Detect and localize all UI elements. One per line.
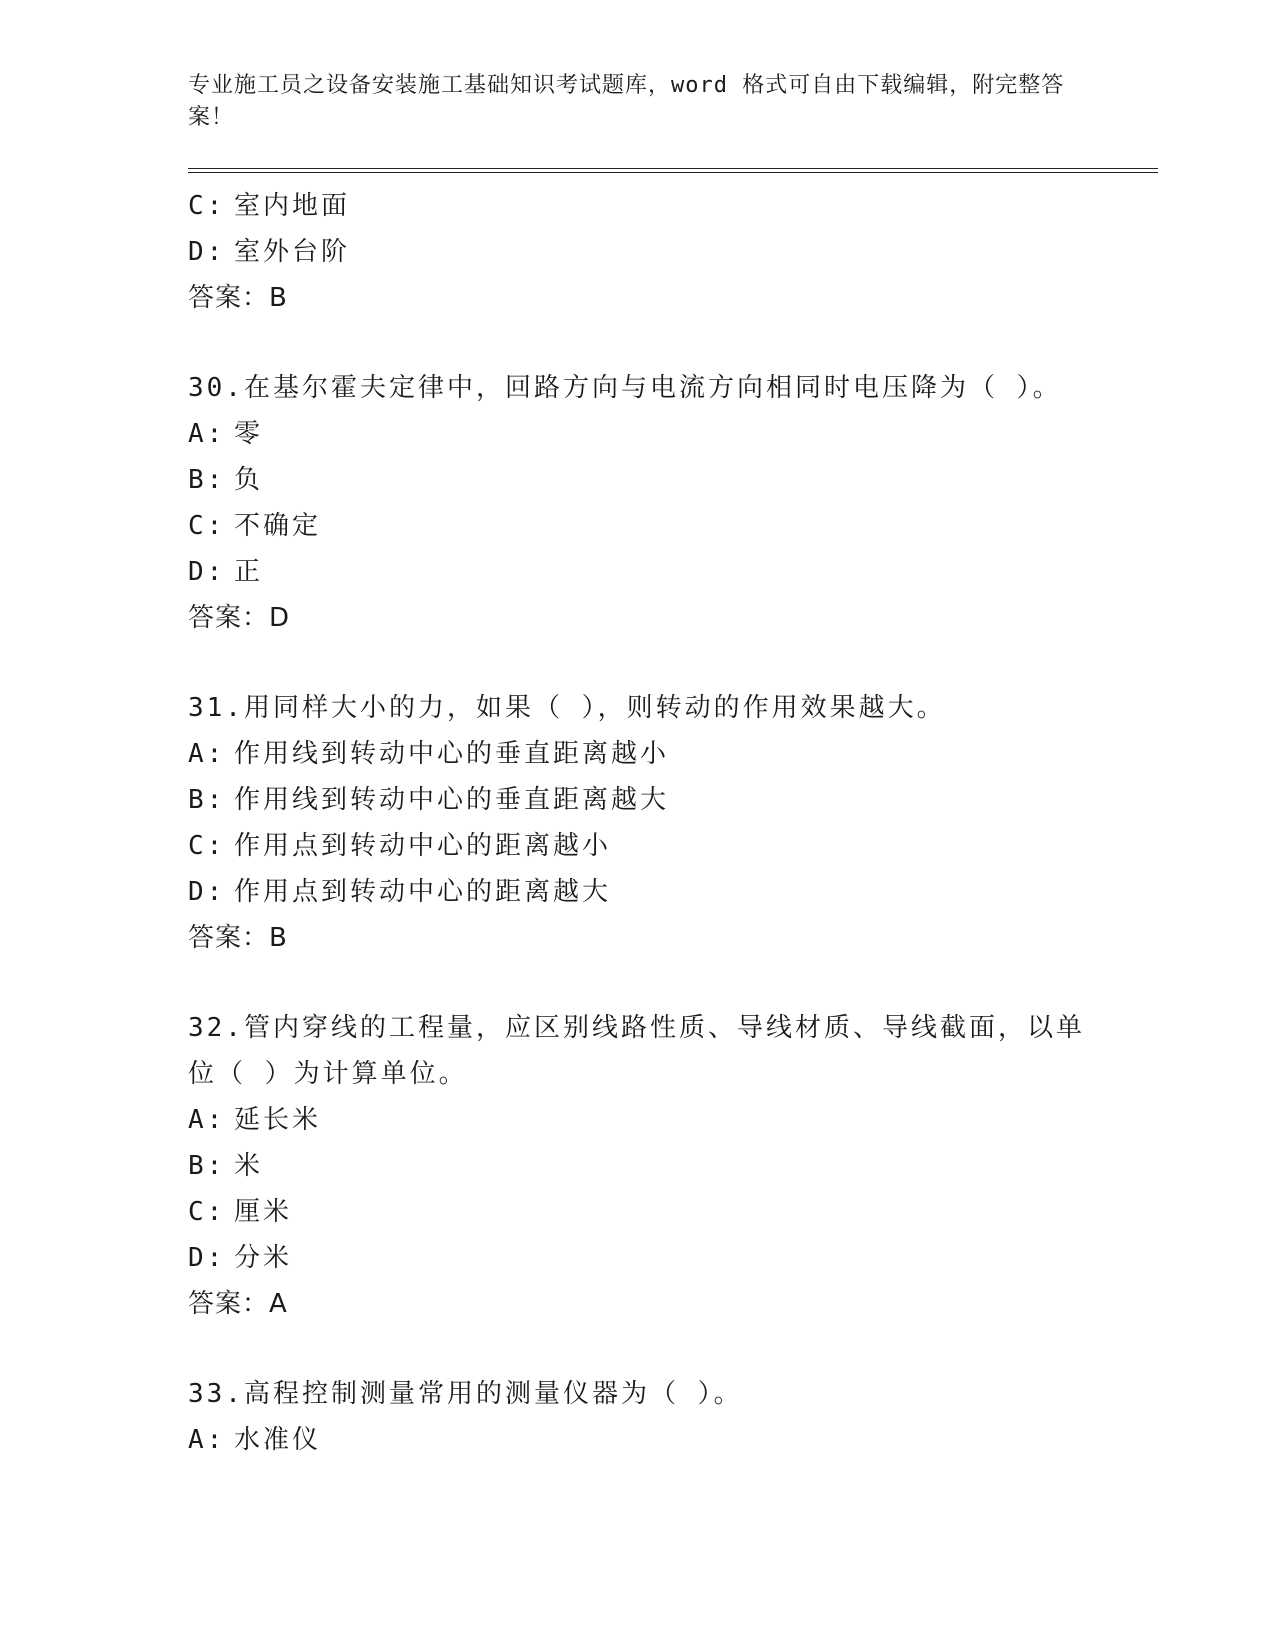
option-text: 水准仪 bbox=[234, 1425, 322, 1455]
option-row bbox=[188, 457, 1158, 503]
option-text: 不确定 bbox=[234, 511, 322, 541]
option-row bbox=[188, 229, 1158, 275]
option-text: 米 bbox=[234, 1151, 264, 1181]
question-stem: 33.高程控制测量常用的测量仪器为（ ）。 bbox=[188, 1379, 743, 1409]
option-label: B: bbox=[188, 465, 226, 495]
option-label: A: bbox=[188, 739, 226, 769]
option-text: 室外台阶 bbox=[234, 237, 351, 267]
document-header: 专业施工员之设备安装施工基础知识考试题库，word 格式可自由下载编辑，附完整答案！ bbox=[188, 73, 1065, 130]
option-text: 零 bbox=[234, 419, 264, 449]
option-label: A: bbox=[188, 419, 226, 449]
option-row bbox=[188, 503, 1158, 549]
option-label: A: bbox=[188, 1105, 226, 1135]
option-text: 作用线到转动中心的垂直距离越小 bbox=[234, 739, 670, 769]
question-stem: 31.用同样大小的力，如果（ ），则转动的作用效果越大。 bbox=[188, 693, 946, 723]
option-row bbox=[188, 1235, 1158, 1281]
question-stem: 30.在基尔霍夫定律中，回路方向与电流方向相同时电压降为（ ）。 bbox=[188, 373, 1062, 403]
option-label: B: bbox=[188, 785, 226, 815]
option-text: 厘米 bbox=[234, 1197, 293, 1227]
answer-line: 答案：B bbox=[188, 923, 288, 953]
option-text: 正 bbox=[234, 557, 264, 587]
option-row bbox=[188, 411, 1158, 457]
option-text: 作用线到转动中心的垂直距离越大 bbox=[234, 785, 670, 815]
option-text: 负 bbox=[234, 465, 264, 495]
option-label: C: bbox=[188, 1197, 226, 1227]
document-page bbox=[188, 70, 1158, 1463]
answer-line: 答案：D bbox=[188, 603, 291, 633]
option-label: D: bbox=[188, 1243, 226, 1273]
option-row bbox=[188, 1189, 1158, 1235]
question-stem: 32.管内穿线的工程量，应区别线路性质、导线材质、导线截面，以单位（ ）为计算单位。 bbox=[188, 1013, 1085, 1089]
option-row bbox=[188, 1097, 1158, 1143]
question-content bbox=[188, 183, 1158, 1463]
option-label: D: bbox=[188, 877, 226, 907]
option-text: 延长米 bbox=[234, 1105, 322, 1135]
option-label: D: bbox=[188, 237, 226, 267]
option-row bbox=[188, 549, 1158, 595]
header-divider bbox=[188, 168, 1158, 173]
option-row bbox=[188, 1143, 1158, 1189]
answer-line: 答案：A bbox=[188, 1289, 288, 1319]
option-row bbox=[188, 731, 1158, 777]
option-label: D: bbox=[188, 557, 226, 587]
option-row bbox=[188, 777, 1158, 823]
option-text: 作用点到转动中心的距离越小 bbox=[234, 831, 612, 861]
option-text: 室内地面 bbox=[234, 191, 351, 221]
option-row bbox=[188, 183, 1158, 229]
option-row bbox=[188, 869, 1158, 915]
option-label: B: bbox=[188, 1151, 226, 1181]
option-label: C: bbox=[188, 511, 226, 541]
option-row bbox=[188, 1417, 1158, 1463]
option-row bbox=[188, 823, 1158, 869]
option-text: 作用点到转动中心的距离越大 bbox=[234, 877, 612, 907]
option-label: C: bbox=[188, 831, 226, 861]
option-label: C: bbox=[188, 191, 226, 221]
option-label: A: bbox=[188, 1425, 226, 1455]
option-text: 分米 bbox=[234, 1243, 293, 1273]
answer-line: 答案：B bbox=[188, 283, 288, 313]
